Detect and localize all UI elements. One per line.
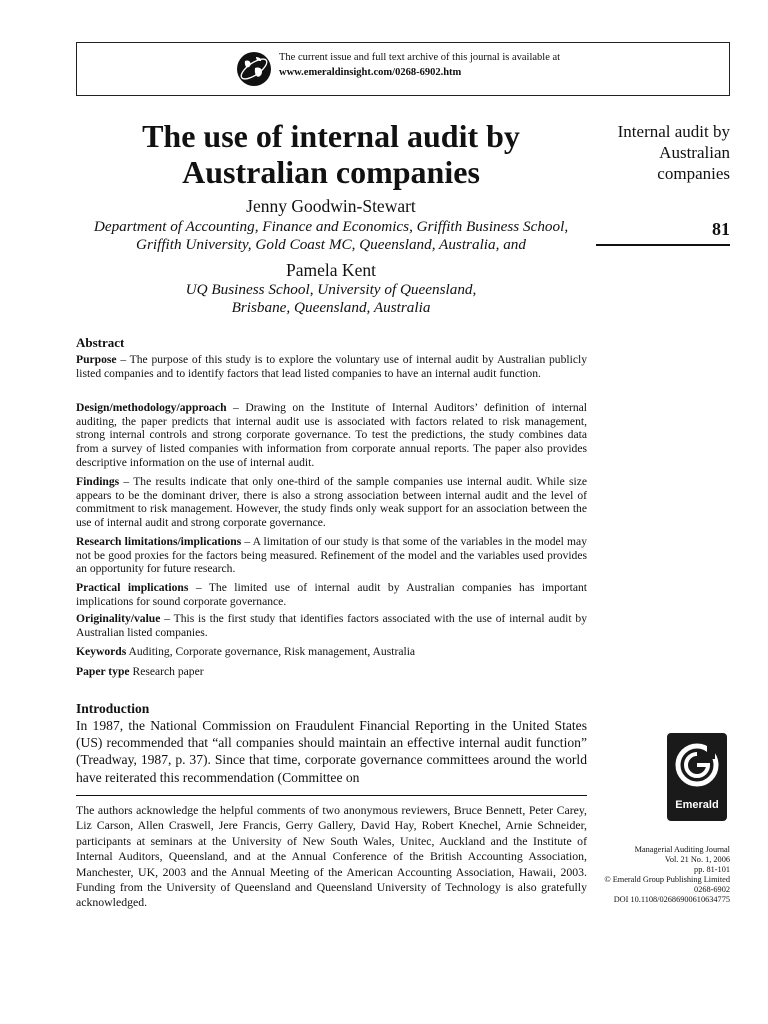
section-label: Purpose xyxy=(76,353,117,366)
affiliation-line: Department of Accounting, Finance and Economics, Griffith Business School, xyxy=(93,218,569,235)
affiliation-line: UQ Business School, University of Queensland, xyxy=(185,281,477,298)
journal-issn: 0268-6902 xyxy=(694,885,730,894)
emerald-wordmark: Emerald xyxy=(675,799,719,811)
paper-type xyxy=(76,665,587,679)
journal-info xyxy=(586,845,730,905)
title-line-2: Australian companies xyxy=(182,154,480,190)
running-head xyxy=(590,121,730,184)
globe-icon xyxy=(236,51,272,87)
section-label: Findings xyxy=(76,475,120,488)
author-name: Jenny Goodwin-Stewart xyxy=(246,196,416,216)
abstract-purpose xyxy=(76,353,587,380)
section-text: – The limited use of internal audit by Australian companies has important implications for sound corporate governance. xyxy=(76,581,587,608)
title-line-1: The use of internal audit by xyxy=(142,118,520,154)
section-text: – The results indicate that only one-third of the sample companies use internal audit. While size appears to be the dominant driver, there is also a strong association between internal audit and the level of commitment to risk management. However, the study finds only weak support for an association between the use of internal audit and strong corporate governance. xyxy=(76,475,587,530)
paper-type-text: Research paper xyxy=(129,665,204,678)
keywords xyxy=(76,645,587,659)
acknowledgement-footnote: The authors acknowledge the helpful comments of two anonymous reviewers, Bruce Bennett, Peter Carey, Liz Carson, Allen Craswell, Jere Francis, Gerry Gallery, David Hay, Robert Knechel, Arnie Schneider, participants at seminars at the University of New South Wales, Unitec, Auckland and the Institute of Internal Auditors, Queensland, and at the Annual Conference of the British Accounting Association, Manchester, UK, 2003 and the Annual Meeting of the American Accounting Association, Hawaii, 2003. Funding from the University of Queensland and Queensland University of Technology is also gratefully acknowledged. xyxy=(76,803,587,910)
running-head-line: Internal audit by xyxy=(617,122,730,141)
journal-pages: pp. 81-101 xyxy=(694,865,730,874)
section-text: – This is the first study that identifies factors associated with the use of internal audit by Australian listed companies. xyxy=(76,612,587,639)
article-title xyxy=(76,118,586,190)
emerald-logo-icon xyxy=(667,733,727,797)
author-name: Pamela Kent xyxy=(286,260,376,280)
page-number-rule xyxy=(596,244,730,246)
emerald-logo xyxy=(667,733,727,821)
keywords-text: Auditing, Corporate governance, Risk management, Australia xyxy=(126,645,416,658)
author-affiliation xyxy=(76,281,586,317)
page-number: 81 xyxy=(712,219,730,239)
author-affiliation xyxy=(76,218,586,254)
section-text: – Drawing on the Institute of Internal Auditors’ definition of internal auditing, the paper predicts that internal audit use is associated with factors related to risk management, strong internal controls and strong corporate governance. To test the predictions, the study combines data from a survey of listed companies with information from corporate annual reports. The paper also provides descriptive information on the use of internal audit. xyxy=(76,401,587,469)
footnote-rule xyxy=(76,795,587,796)
abstract-originality xyxy=(76,612,587,639)
abstract-heading: Abstract xyxy=(76,335,125,350)
running-head-line: companies xyxy=(657,164,730,183)
section-label: Practical implications xyxy=(76,581,189,594)
section-label: Design/methodology/approach xyxy=(76,401,227,414)
affiliation-line: Griffith University, Gold Coast MC, Queensland, Australia, and xyxy=(136,236,526,253)
abstract-findings xyxy=(76,475,587,530)
journal-url: www.emeraldinsight.com/0268-6902.htm xyxy=(279,67,462,78)
section-label: Originality/value xyxy=(76,612,161,625)
section-text: – A limitation of our study is that some of the variables in the model may not be good proxies for the factors being measured. Refinement of the model and the variables used provides an opportunity for future research. xyxy=(76,535,587,576)
notice-text: The current issue and full text archive of this journal is available at xyxy=(279,52,561,63)
keywords-label: Keywords xyxy=(76,645,127,658)
affiliation-line: Brisbane, Queensland, Australia xyxy=(231,299,431,316)
introduction-heading: Introduction xyxy=(76,701,150,716)
section-text: – The purpose of this study is to explore the voluntary use of internal audit by Australian publicly listed companies and to identify factors that lead listed companies to have an internal audit function. xyxy=(76,353,587,380)
abstract-practical xyxy=(76,581,587,608)
journal-name: Managerial Auditing Journal xyxy=(634,845,730,854)
running-head-line: Australian xyxy=(659,143,730,162)
journal-doi: DOI 10.1108/02686900610634775 xyxy=(613,895,730,904)
abstract-design xyxy=(76,401,587,470)
introduction-text: In 1987, the National Commission on Fraudulent Financial Reporting in the United States (US) recommended that “all companies should maintain an effective internal audit function” (Treadway, 1987, p. 37). Since that time, corporate governance committees around the world have reiterated this recommendation (Committee on xyxy=(76,718,587,785)
abstract-limitations xyxy=(76,535,587,576)
paper-type-label: Paper type xyxy=(76,665,130,678)
journal-copyright: © Emerald Group Publishing Limited xyxy=(604,875,730,884)
section-label: Research limitations/implications xyxy=(76,535,242,548)
journal-volume: Vol. 21 No. 1, 2006 xyxy=(664,855,730,864)
